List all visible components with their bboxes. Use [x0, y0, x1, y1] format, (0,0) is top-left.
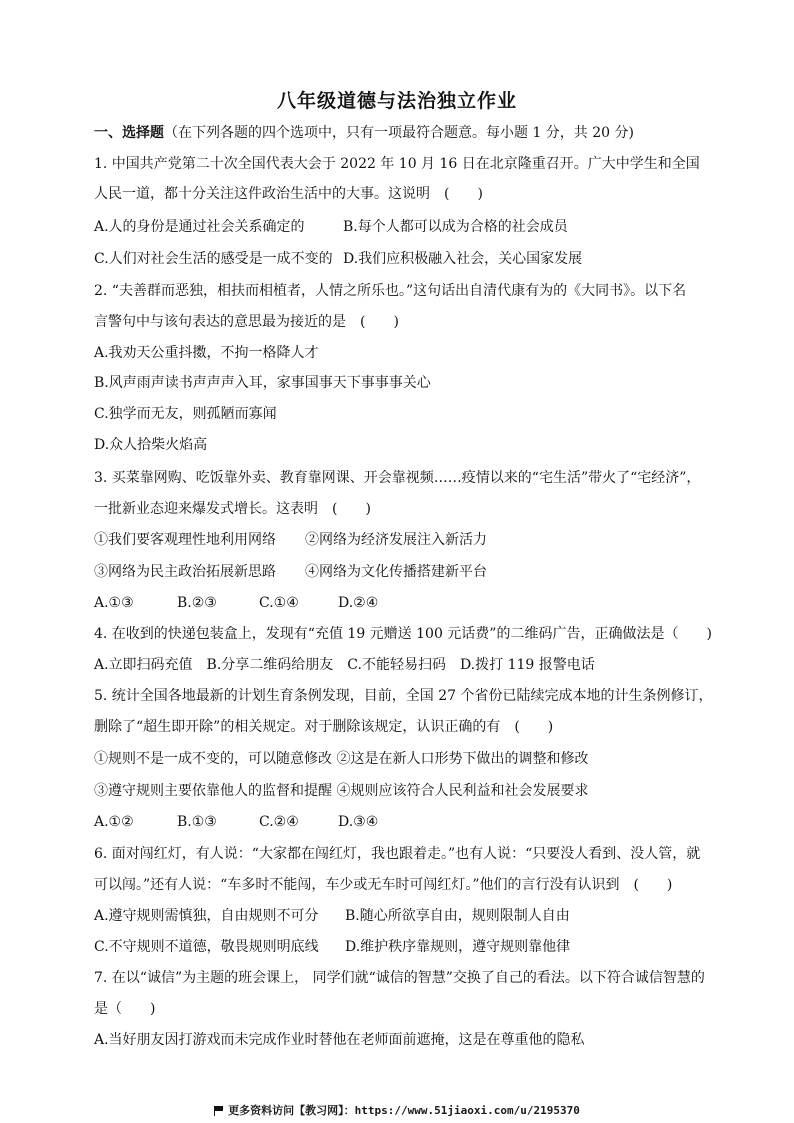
question-7-option-a: A.当好朋友因打游戏而未完成作业时替他在老师面前遮掩，这是在尊重他的隐私: [94, 1032, 585, 1048]
question-2-stem-line-2: 言警句中与该句表达的意思最为接近的是 ( ): [94, 314, 399, 330]
question-5-stem-line-2: 删除了“超生即开除”的相关规定。对于删除该规定，认识正确的有 ( ): [94, 719, 554, 735]
question-4-options: A.立即扫码充值 B.分享二维码给朋友 C.不能轻易扫码 D.拨打 119 报警电话: [94, 657, 595, 673]
page-title: 八年级道德与法治独立作业: [276, 90, 517, 112]
question-6-option-d: D.维护秩序靠规则，遵守规则靠他律: [345, 939, 571, 955]
question-3-statement-1: ①我们要客观理性地利用网络: [94, 532, 276, 548]
question-3-option-a: A.①③: [94, 595, 134, 611]
question-3-statement-3: ③网络为民主政治拓展新思路: [94, 564, 276, 580]
question-5-option-c: C.②④: [259, 814, 299, 830]
question-3-statement-2: ②网络为经济发展注入新活力: [305, 532, 487, 548]
question-3-stem-line-2: 一批新业态迎来爆发式增长。这表明 ( ): [94, 501, 371, 517]
question-5-option-a: A.①②: [94, 814, 134, 830]
question-1-stem-line-1: 1. 中国共产党第二十次全国代表大会于 2022 年 10 月 16 日在北京隆重召开。广大中学生和全国: [94, 156, 700, 172]
question-3-option-b: B.②③: [177, 595, 217, 611]
question-1-option-d: D.我们应积极融入社会，关心国家发展: [343, 251, 583, 267]
question-1-option-b: B.每个人都可以成为合格的社会成员: [343, 219, 568, 235]
question-2-stem-line-1: 2. “夫善群而恶独，相扶而相植者，人情之所乐也。”这句话出自清代康有为的《大同书》。以下名: [94, 283, 687, 299]
question-6-option-a: A.遵守规则需慎独，自由规则不可分: [94, 908, 319, 924]
question-3-option-d: D.②④: [338, 595, 379, 611]
question-1-stem-line-2: 人民一道，都十分关注这件政治生活中的大事。这说明 ( ): [94, 186, 483, 202]
question-6-option-b: B.随心所欲享自由，规则限制人自由: [345, 908, 570, 924]
question-5-stem-line-1: 5. 统计全国各地最新的计划生育条例发现，目前，全国 27 个省份已陆续完成本地的计生条例修订，: [94, 688, 713, 704]
section-note: （在下列各题的四个选项中，只有一项最符合题意。每小题 1 分，共 20 分): [164, 125, 634, 141]
question-2-option-c: C.独学而无友，则孤陋而寡闻: [94, 406, 277, 422]
question-1-option-a: A.人的身份是通过社会关系确定的: [94, 219, 305, 235]
question-5-statements-3-4: ③遵守规则主要依靠他人的监督和提醒 ④规则应该符合人民利益和社会发展要求: [94, 783, 589, 799]
question-7-stem-line-1: 7. 在以“诚信”为主题的班会课上， 同学们就“诚信的智慧”交换了自己的看法。以下符合诚信智慧的: [94, 970, 705, 986]
question-4-stem: 4. 在收到的快递包装盒上，发现有“充值 19 元赠送 100 元话费”的二维码广告，正确做法是（ ): [94, 626, 712, 642]
question-3-stem-line-1: 3. 买菜靠网购、吃饭靠外卖、教育靠网课、开会靠视频……疫情以来的“宅生活”带火了“宅经济”，: [94, 470, 701, 486]
question-3-statement-4: ④网络为文化传播搭建新平台: [305, 564, 487, 580]
footer-text: 更多资料访问【教习网】：https://www.51jiaoxi.com/u/2195370: [228, 1104, 580, 1117]
section-heading: 一、选择题: [94, 125, 164, 141]
question-7-stem-line-2: 是（ ): [94, 1001, 156, 1017]
question-6-stem-line-1: 6. 面对闯红灯，有人说：“大家都在闯红灯，我也跟着走。”也有人说：“只要没人看到、没人管，就: [94, 846, 701, 862]
question-2-option-a: A.我劝天公重抖擞，不拘一格降人才: [94, 345, 319, 361]
question-2-option-d: D.众人拾柴火焰高: [94, 437, 208, 453]
question-6-option-c: C.不守规则不道德，敬畏规则明底线: [94, 939, 319, 955]
section-heading-line: [94, 123, 714, 143]
question-2-option-b: B.风声雨声读书声声声入耳，家事国事天下事事事关心: [94, 375, 431, 391]
question-5-statements-1-2: ①规则不是一成不变的，可以随意修改 ②这是在新人口形势下做出的调整和修改: [94, 751, 589, 767]
question-5-option-b: B.①③: [177, 814, 217, 830]
question-6-stem-line-2: 可以闯。”还有人说：“车多时不能闯，车少或无车时可闯红灯。”他们的言行没有认识到 ( ): [94, 877, 673, 893]
footer-link[interactable]: [0, 1102, 794, 1118]
question-3-option-c: C.①④: [259, 595, 299, 611]
flag-icon: [214, 1106, 224, 1115]
question-5-option-d: D.③④: [338, 814, 379, 830]
question-1-option-c: C.人们对社会生活的感受是一成不变的: [94, 251, 333, 267]
